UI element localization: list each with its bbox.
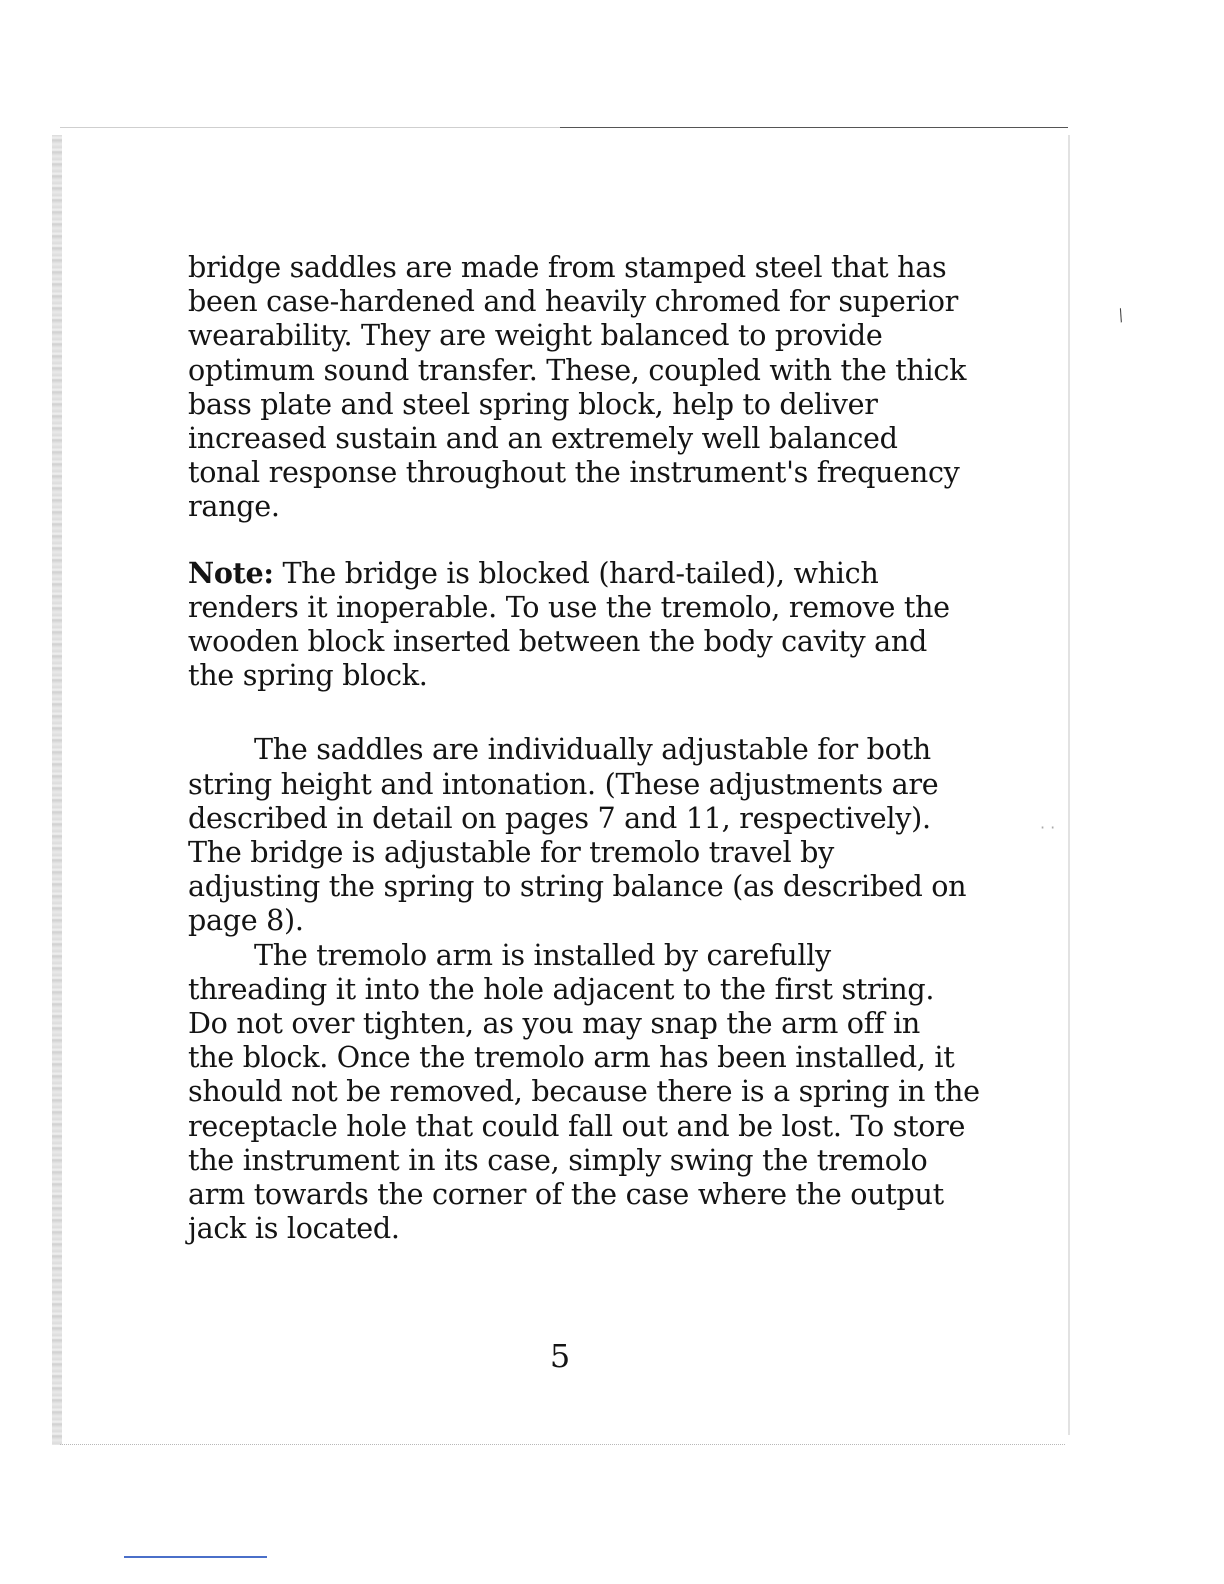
note-paragraph: [188, 556, 948, 693]
text-line: increased sustain and an extremely well balanced: [188, 421, 898, 456]
text-line: page 8).: [188, 903, 304, 938]
text-line: Do not over tighten, as you may snap the arm off in: [188, 1006, 921, 1041]
text-line: string height and intonation. (These adjustments are: [188, 766, 939, 801]
text-line: adjusting the spring to string balance (as described on: [188, 869, 967, 904]
text-line: tonal response throughout the instrument's frequency: [188, 455, 960, 490]
text-line: the block. Once the tremolo arm has been installed, it: [188, 1040, 955, 1075]
text-line: [188, 556, 948, 590]
text-line: wooden block inserted between the body cavity and: [188, 624, 928, 659]
text-line: described in detail on pages 7 and 11, respectively).: [188, 800, 931, 835]
paragraph-3: [188, 937, 980, 1246]
blue-scan-line: [124, 1556, 267, 1558]
text-line: the instrument in its case, simply swing the tremolo: [188, 1142, 928, 1177]
top-scan-rule-faint: [60, 127, 560, 128]
bottom-scan-rule: [60, 1444, 1065, 1445]
text-line: should not be removed, because there is a spring in the: [188, 1074, 980, 1109]
scan-mark: · ·: [1040, 818, 1056, 837]
text-line: The tremolo arm is installed by carefully: [254, 937, 831, 972]
body-text: [188, 250, 980, 1246]
text-line: optimum sound transfer. These, coupled with the thick: [188, 352, 967, 387]
text-line: The bridge is adjustable for tremolo travel by: [188, 835, 835, 870]
text-line: renders it inoperable. To use the tremolo, remove the: [188, 589, 950, 624]
right-scan-edge: [1068, 135, 1070, 1435]
paragraph-2: [188, 732, 967, 938]
text-line: threading it into the hole adjacent to the first string.: [188, 971, 935, 1006]
note-first-line: The bridge is blocked (hard-tailed), which: [273, 555, 879, 590]
text-line: been case-hardened and heavily chromed for superior: [188, 284, 958, 319]
text-line: bridge saddles are made from stamped steel that has: [188, 250, 947, 284]
text-line: range.: [188, 489, 280, 524]
text-line: receptacle hole that could fall out and be lost. To store: [188, 1108, 966, 1143]
text-line: wearability. They are weight balanced to provide: [188, 318, 883, 353]
scan-mark: ⁄: [1114, 307, 1128, 325]
left-scan-edge: [52, 135, 62, 1445]
text-line: The saddles are individually adjustable for both: [254, 732, 931, 767]
note-label: Note:: [188, 555, 274, 590]
text-line: the spring block.: [188, 658, 428, 693]
paragraph-1: [188, 250, 967, 524]
text-line: bass plate and steel spring block, help to deliver: [188, 386, 878, 421]
text-line: jack is located.: [188, 1211, 400, 1246]
page-number: 5: [549, 1337, 571, 1375]
text-line: arm towards the corner of the case where the output: [188, 1177, 944, 1212]
